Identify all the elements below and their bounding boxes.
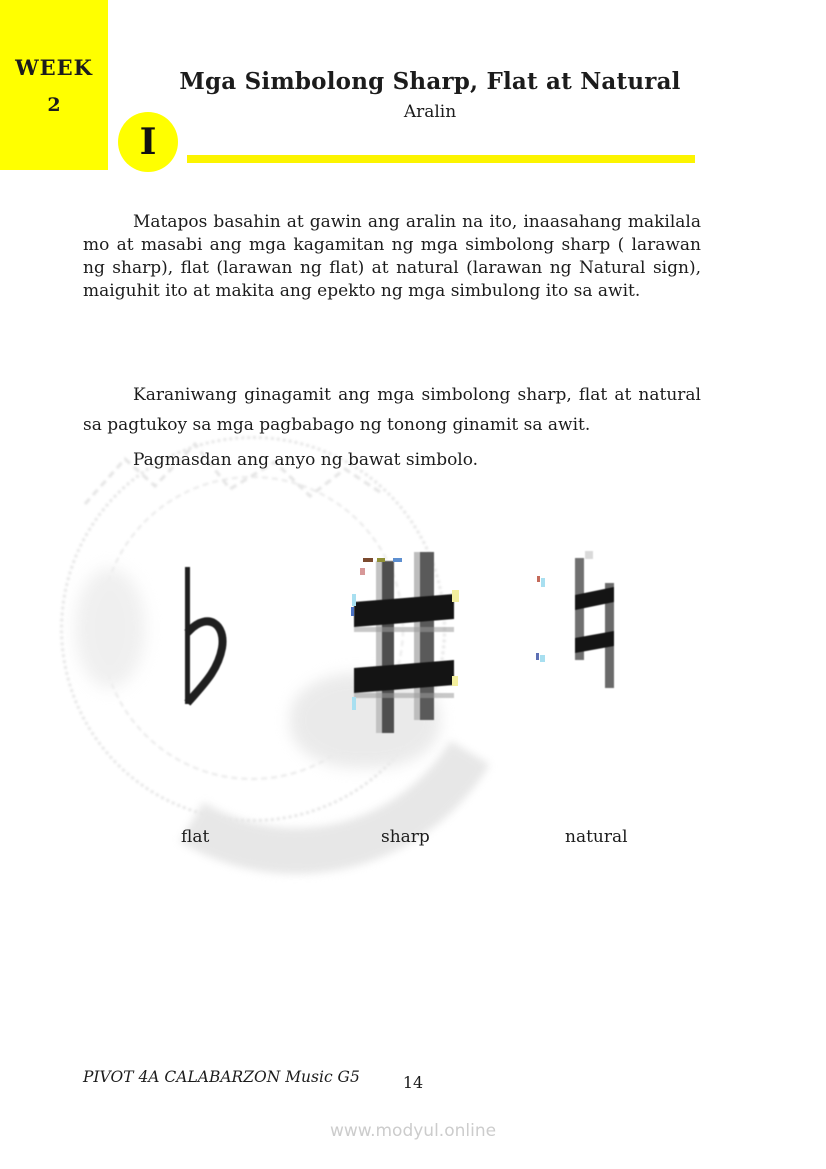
compression-artifact	[452, 676, 458, 686]
header	[130, 68, 730, 122]
natural-symbol-image	[568, 549, 616, 691]
page-number: 14	[402, 1073, 424, 1092]
yellow-divider-rule	[187, 155, 695, 163]
sharp-label: sharp	[381, 827, 430, 847]
flat-symbol-image	[180, 562, 230, 710]
lesson-marker-label: I	[139, 121, 157, 163]
site-watermark: www.modyul.online	[329, 1121, 497, 1141]
compression-artifact	[352, 697, 356, 710]
seal-speckle	[75, 568, 145, 688]
page-subtitle: Aralin	[403, 102, 457, 122]
week-badge-number: 2	[47, 93, 61, 116]
lesson-marker-badge	[118, 112, 178, 172]
compression-artifact	[541, 578, 545, 587]
week-badge-label: WEEK	[15, 54, 93, 80]
compression-artifact	[537, 576, 540, 582]
natural-label: natural	[565, 827, 628, 847]
intro-paragraph: Matapos basahin at gawin ang aralin na ito, inaasahang makilala mo at masabi ang mga kagamitan ng mga simbolong sharp ( larawan ng sharp), flat (larawan ng flat) at natural (larawan ng Natural sign), maiguhit ito at makita ang epekto ng mga simbulong ito sa awit.	[83, 212, 701, 301]
flat-label: flat	[181, 827, 210, 847]
sharp-symbol-image	[352, 549, 456, 735]
compression-artifact	[540, 655, 545, 662]
page-title: Mga Simbolong Sharp, Flat at Natural	[179, 68, 681, 95]
compression-artifact	[351, 607, 354, 616]
compression-artifact	[363, 558, 373, 562]
body-paragraph: Karaniwang ginagamit ang mga simbolong sharp, flat at natural sa pagtukoy sa mga pagbabago ng tonong ginamit sa awit.	[83, 385, 701, 435]
compression-artifact	[536, 653, 539, 660]
footer-module-label: PIVOT 4A CALABARZON Music G5	[83, 1068, 360, 1086]
compression-artifact	[352, 594, 356, 606]
instruction-paragraph: Pagmasdan ang anyo ng bawat simbolo.	[133, 450, 479, 470]
week-badge	[0, 0, 108, 170]
compression-artifact	[360, 568, 365, 575]
compression-artifact	[393, 558, 402, 562]
compression-artifact	[377, 558, 385, 562]
compression-artifact	[452, 590, 459, 602]
